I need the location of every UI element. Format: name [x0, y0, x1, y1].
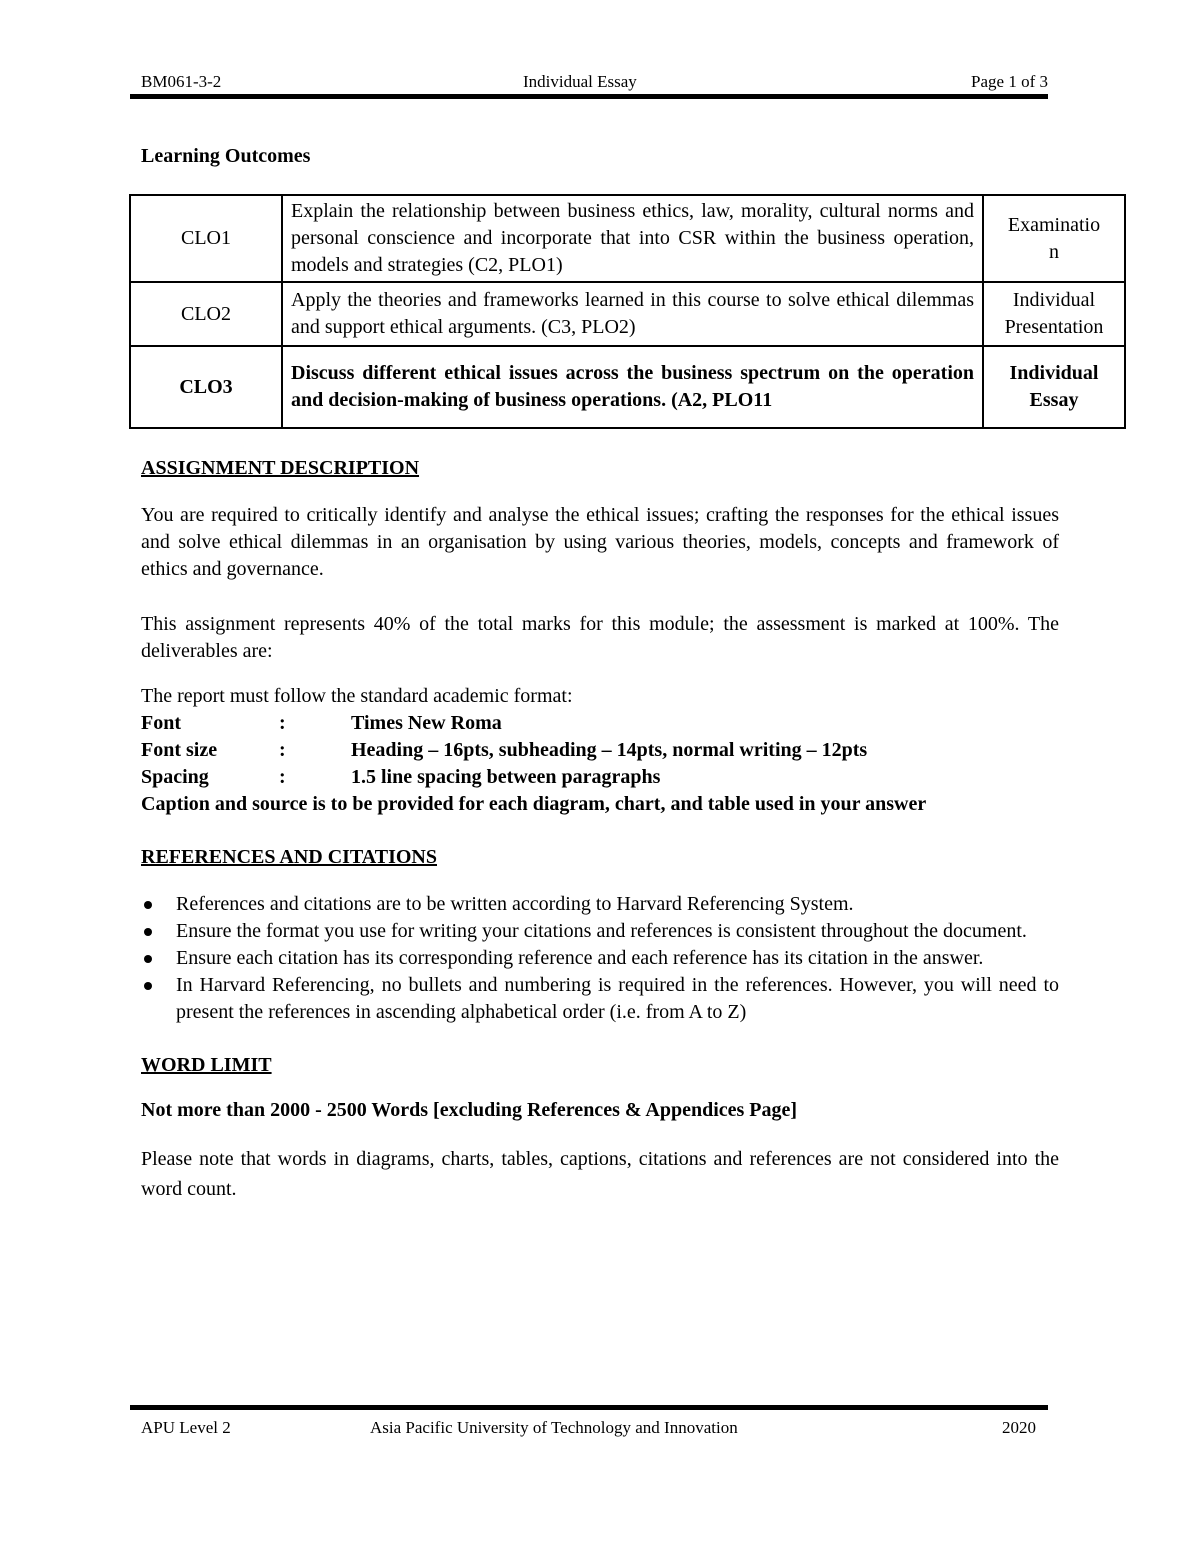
bullet-icon [144, 928, 152, 936]
clo-description: Explain the relationship between business ethics, law, morality, cultural norms and personal conscience and incorporate that into CSR within the business operation, models and strategies (C2, PLO1) [282, 195, 983, 282]
assignment-paragraph: You are required to critically identify and analyse the ethical issues; crafting the responses for the ethical issues and solve ethical dilemmas in an organisation by using various theories, models, concepts and framework of ethics and governance. [141, 504, 1059, 580]
caption-requirement: Caption and source is to be provided for each diagram, chart, and table used in your answer [141, 793, 927, 815]
assignment-description-heading: ASSIGNMENT DESCRIPTION [141, 457, 420, 479]
format-key: Spacing [141, 766, 209, 788]
bullet-icon [144, 955, 152, 963]
reference-rule: Ensure the format you use for writing your citations and references is consistent throughout the document. [176, 920, 1027, 942]
bullet-icon [144, 982, 152, 990]
format-requirements [141, 683, 1059, 818]
format-separator: : [279, 739, 286, 761]
word-limit-value: Not more than 2000 - 2500 Words [excluding References & Appendices Page] [141, 1099, 798, 1121]
module-code: BM061-3-2 [141, 72, 222, 91]
page-number: Page 1 of 3 [971, 72, 1048, 91]
header-title: Individual Essay [523, 72, 637, 91]
clo-assessment-line: Individual [1009, 362, 1099, 384]
table-row [130, 195, 1125, 282]
footer-year: 2020 [1002, 1418, 1036, 1437]
format-key: Font [141, 712, 181, 734]
clo-assessment [983, 195, 1125, 282]
format-value: Times New Roma [351, 712, 502, 734]
clo-assessment-line: Essay [1029, 389, 1079, 411]
footer-level: APU Level 2 [141, 1418, 231, 1437]
clo-code: CLO2 [130, 282, 282, 346]
clo-description: Apply the theories and frameworks learned in this course to solve ethical dilemmas and support ethical arguments. (C3, PLO2) [282, 282, 983, 346]
page-header [130, 70, 1048, 99]
footer-university: Asia Pacific University of Technology and Innovation [370, 1418, 738, 1437]
reference-rule: References and citations are to be written according to Harvard Referencing System. [176, 893, 854, 915]
reference-rule: In Harvard Referencing, no bullets and numbering is required in the references. However, you will need to present the references in ascending alphabetical order (i.e. from A to Z) [176, 974, 1059, 1023]
references-list [141, 891, 1059, 1026]
clo-description: Discuss different ethical issues across the business spectrum on the operation and decision-making of business operations. (A2, PLO11 [282, 346, 983, 428]
list-item [141, 945, 1059, 972]
list-item [141, 891, 1059, 918]
format-separator: : [279, 766, 286, 788]
assignment-paragraph: This assignment represents 40% of the total marks for this module; the assessment is marked at 100%. The deliverables are: [141, 613, 1059, 662]
clo-assessment [983, 346, 1125, 428]
references-heading: REFERENCES AND CITATIONS [141, 846, 437, 868]
format-row [141, 737, 1059, 764]
table-row [130, 346, 1125, 428]
list-item [141, 918, 1059, 945]
document-body [141, 145, 1104, 1204]
page-footer [130, 1405, 1048, 1440]
bullet-icon [144, 901, 152, 909]
clo-assessment-line: n [1049, 240, 1059, 263]
list-item [141, 972, 1059, 1026]
reference-rule: Ensure each citation has its corresponding reference and each reference has its citation in the answer. [176, 947, 984, 969]
clo-assessment-line: Examinatio [1007, 213, 1101, 236]
format-value: 1.5 line spacing between paragraphs [351, 766, 661, 788]
clo-code: CLO3 [130, 346, 282, 428]
format-intro: The report must follow the standard academic format: [141, 685, 573, 707]
learning-outcomes-table [129, 194, 1126, 429]
table-row [130, 282, 1125, 346]
clo-code: CLO1 [130, 195, 282, 282]
word-limit-heading: WORD LIMIT [141, 1054, 272, 1076]
clo-assessment-line: Individual [1012, 289, 1096, 311]
format-value: Heading – 16pts, subheading – 14pts, normal writing – 12pts [351, 739, 868, 761]
format-row [141, 710, 1059, 737]
word-count-note: Please note that words in diagrams, charts, tables, captions, citations and references are not considered into the word count. [141, 1148, 1059, 1200]
format-separator: : [279, 712, 286, 734]
format-row [141, 764, 1059, 791]
learning-outcomes-title: Learning Outcomes [141, 145, 311, 167]
clo-assessment-line: Presentation [1004, 316, 1104, 338]
format-key: Font size [141, 739, 218, 761]
clo-assessment [983, 282, 1125, 346]
